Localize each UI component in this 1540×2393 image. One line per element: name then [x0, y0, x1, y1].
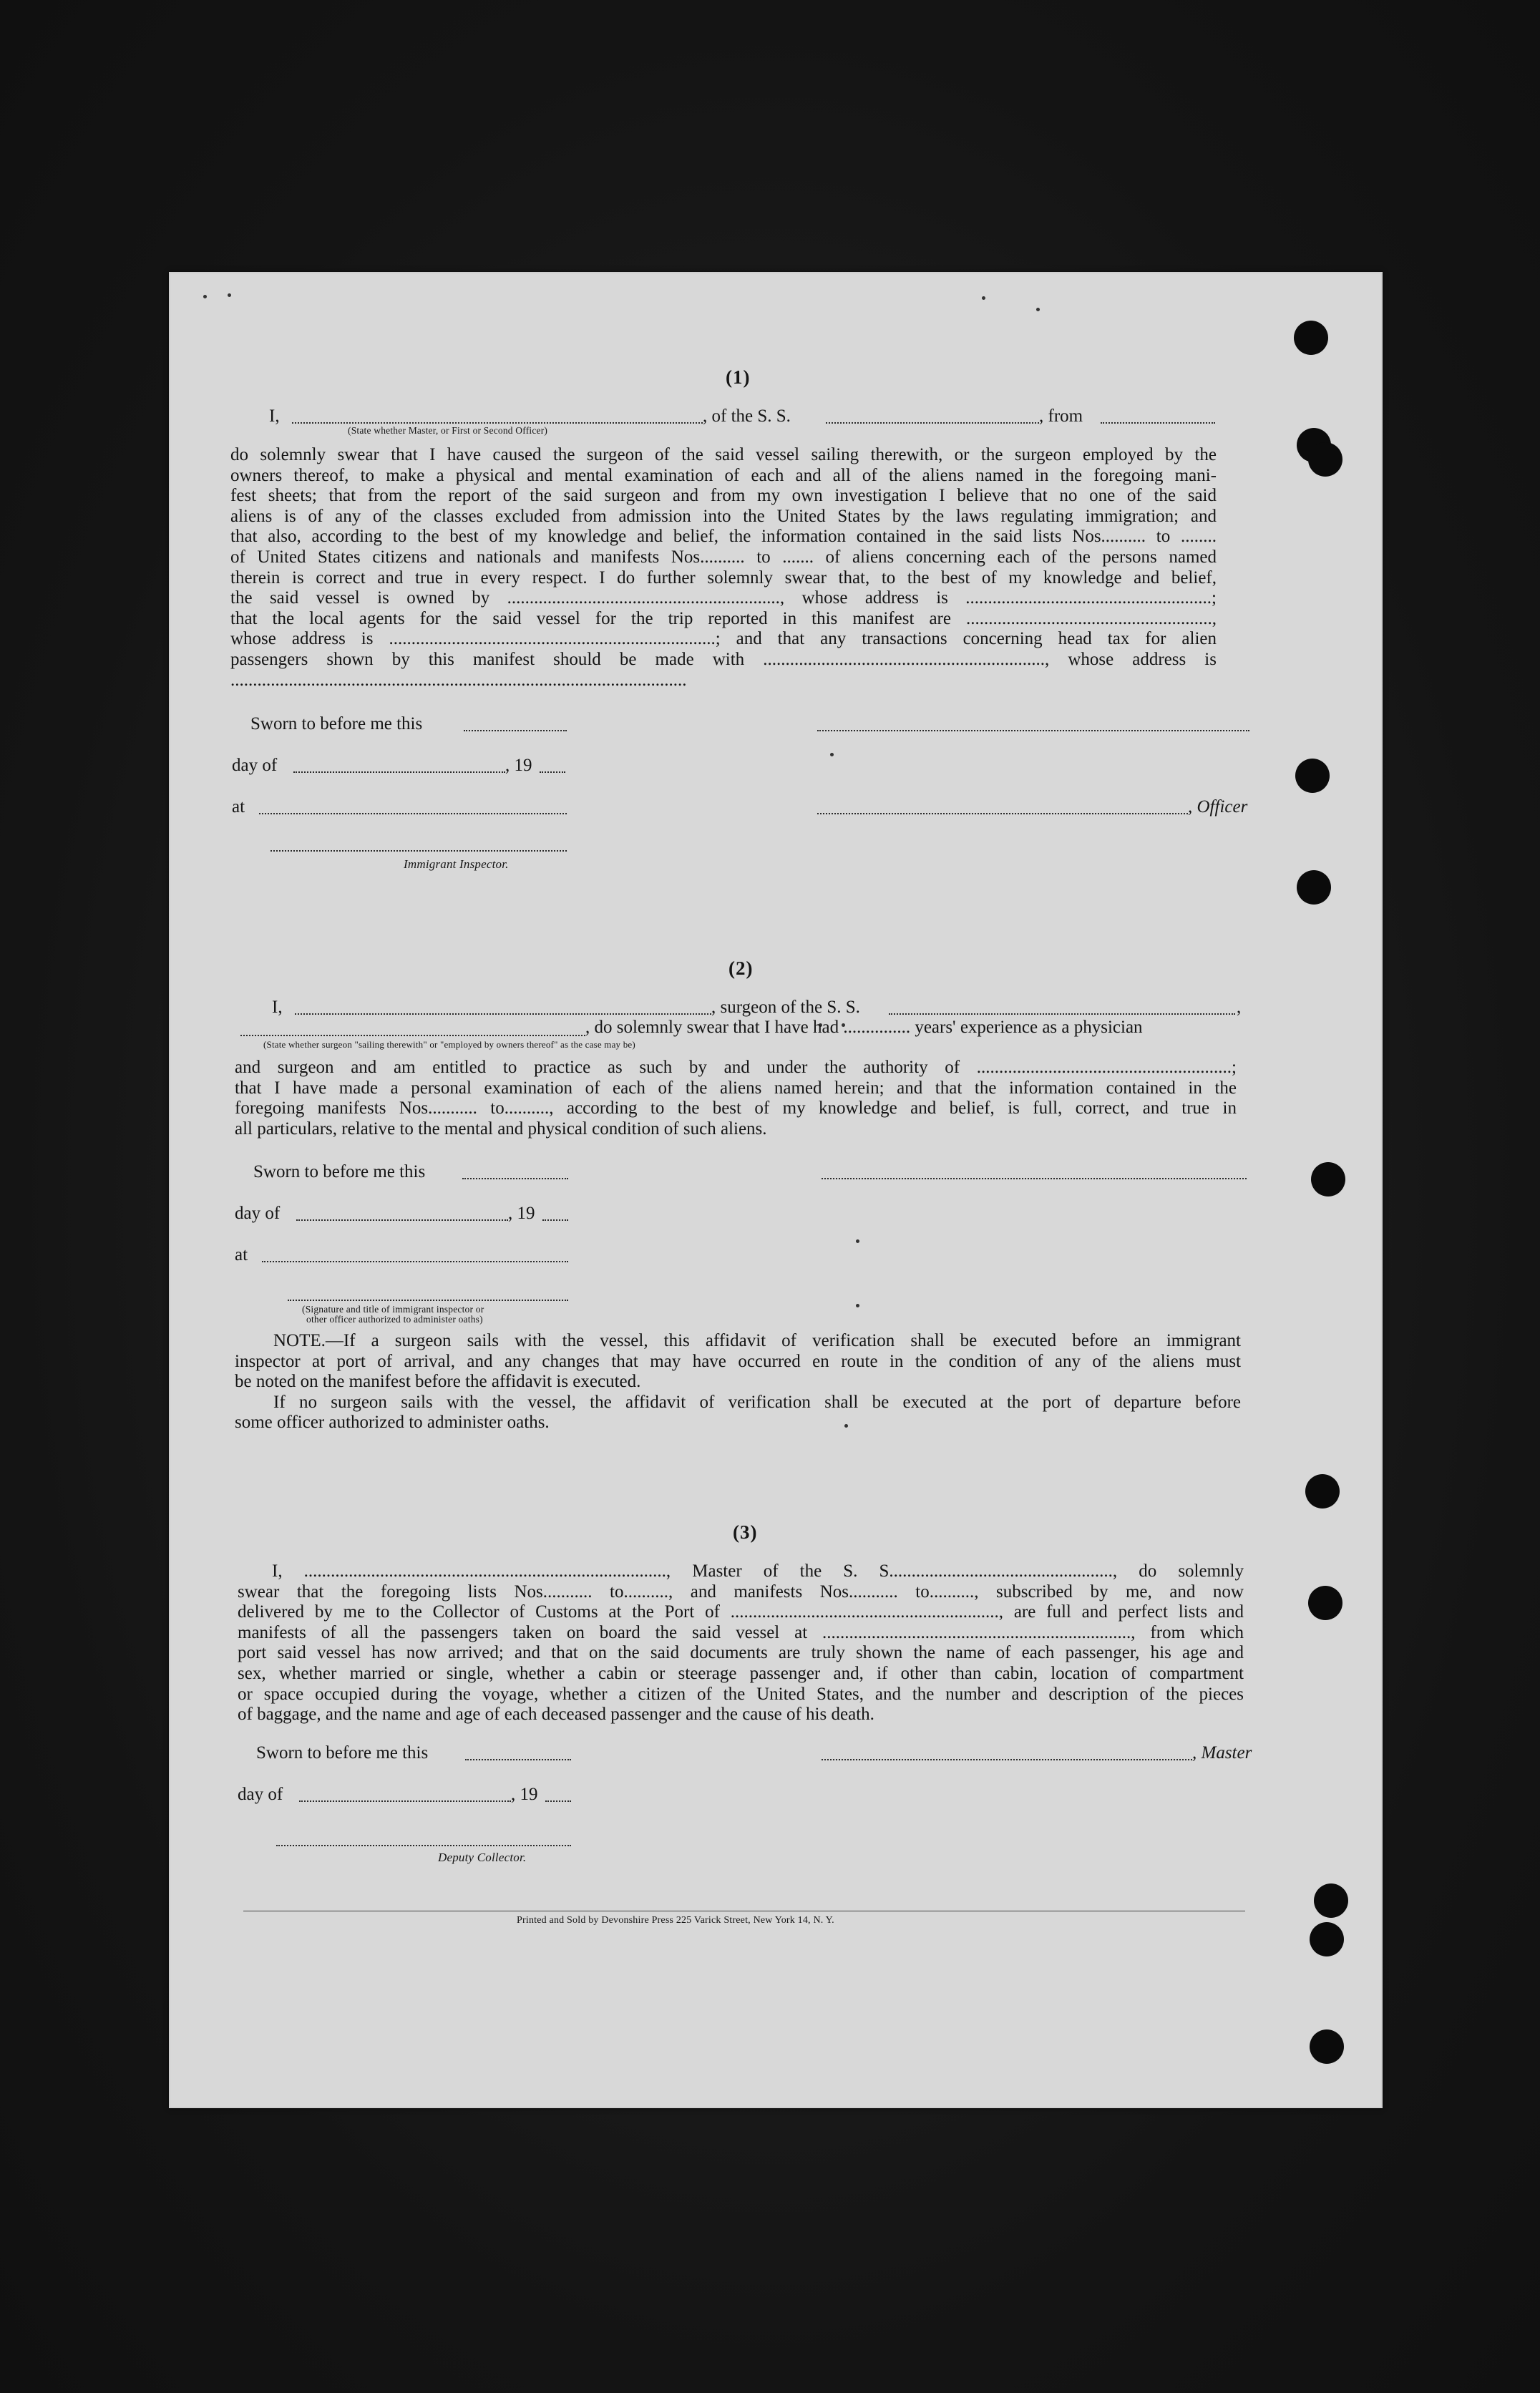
punch-hole	[1297, 870, 1331, 905]
name-field	[292, 422, 703, 424]
oath-line: or space occupied during the voyage, whether a citizen of the United States, and the number and description of the pieces	[238, 1684, 1244, 1704]
speck	[228, 293, 231, 297]
oath-line: passengers shown by this manifest should be made with ..............................................................., whose address is	[230, 649, 1217, 669]
oath-line: I, ................................................................................., Master of the S. S.................................................., do solemnly	[272, 1561, 1244, 1581]
section-number: (3)	[733, 1521, 758, 1543]
from-label: , from	[1039, 406, 1083, 426]
oath-line: therein is correct and true in every respect. I do further solemnly swear that, to the best of my knowledge and belief,	[230, 567, 1217, 588]
punch-hole	[1310, 1922, 1344, 1956]
oath-line: do solemnly swear that I have caused the surgeon of the said vessel sailing therewith, or the surgeon employed by the	[230, 445, 1217, 464]
at-label: at	[235, 1245, 248, 1264]
section-number: (1)	[726, 366, 751, 388]
place-field	[262, 1261, 568, 1262]
experience-line: , do solemnly swear that I have had ............... years' experience as a physician	[585, 1018, 1143, 1037]
oath-line: of baggage, and the name and age of each deceased passenger and the cause of his death.	[238, 1705, 874, 1725]
year-field	[545, 1800, 571, 1802]
oath-line: sex, whether married or single, whether a cabin or steerage passenger and, if other than cabin, location of compartment	[238, 1663, 1244, 1683]
day-of-label: day of	[235, 1204, 281, 1223]
sworn-field	[462, 1178, 568, 1179]
oath-line: whose address is .........................................................................; and that any transactions concerning head tax for alien	[230, 629, 1217, 649]
speck	[856, 1304, 859, 1307]
note-line: inspector at port of arrival, and any changes that may have occurred en route in the condition of any of the aliens must	[235, 1351, 1241, 1371]
speck	[203, 295, 207, 298]
surgeon-oath-body	[235, 1058, 1237, 1139]
oath-line: and surgeon and am entitled to practice as such by and under the authority of .........................................................;	[235, 1058, 1237, 1077]
oath-line: delivered by me to the Collector of Customs at the Port of ............................................................, are full and perfect lists and	[238, 1602, 1244, 1622]
year-label: , 19	[508, 1204, 535, 1223]
oath-line: that also, according to the best of my knowledge and belief, the information contained in the said lists Nos.......... to ........	[230, 527, 1217, 547]
year-field	[540, 771, 565, 773]
day-field	[293, 771, 505, 773]
master-signature-field	[822, 1759, 1192, 1760]
officer-signature-field	[817, 813, 1188, 814]
year-label: , 19	[511, 1785, 538, 1804]
inspector-signature-field	[271, 850, 567, 852]
section-number: (2)	[728, 957, 754, 979]
sworn-label: Sworn to before me this	[250, 714, 423, 734]
manifest-affidavit-page	[169, 272, 1383, 2108]
year-field	[542, 1219, 568, 1221]
vessel-field	[826, 422, 1039, 424]
speck	[856, 1239, 859, 1243]
punch-hole	[1305, 1474, 1340, 1509]
punch-hole	[1295, 759, 1330, 793]
note-block	[235, 1331, 1241, 1433]
oath-body	[230, 445, 1217, 691]
printer-imprint: Printed and Sold by Devonshire Press 225 Varick Street, New York 14, N. Y.	[517, 1915, 834, 1926]
year-label: , 19	[505, 756, 532, 775]
oath-line: all particulars, relative to the mental and physical condition of such aliens.	[235, 1118, 767, 1139]
at-label: at	[232, 797, 245, 817]
signature-field	[822, 1178, 1247, 1179]
note-line: some officer authorized to administer oaths.	[235, 1413, 550, 1433]
oath-line: that I have made a personal examination of each of the aliens named herein; and that the information contained in the	[235, 1078, 1237, 1098]
oath-line: of United States citizens and nationals and manifests Nos.......... to ....... of aliens concerning each of the persons named	[230, 547, 1217, 567]
punch-hole	[1310, 2029, 1344, 2064]
oath-line: fest sheets; that from the report of the said surgeon and from my own investigation I believe that no one of the said	[230, 486, 1217, 506]
oath-opening: I,	[272, 998, 283, 1017]
sworn-field	[464, 730, 567, 731]
comma: ,	[1237, 998, 1242, 1017]
master-oath-body	[238, 1561, 1244, 1725]
punch-hole	[1308, 1586, 1342, 1620]
punch-hole	[1311, 1162, 1345, 1196]
rank-hint: (State whether Master, or First or Second Officer)	[348, 425, 548, 436]
day-of-label: day of	[238, 1785, 283, 1804]
deputy-label: Deputy Collector.	[438, 1851, 527, 1864]
master-label: , Master	[1192, 1743, 1252, 1763]
surgeon-name-field	[295, 1013, 711, 1015]
vessel-field	[889, 1013, 1235, 1015]
oath-line: port said vessel has now arrived; and that on the said documents are truly shown the name of each passenger, his age and	[238, 1643, 1244, 1663]
sworn-label: Sworn to before me this	[256, 1743, 429, 1763]
oath-line: foregoing manifests Nos........... to.........., according to the best of my knowledge and belief, is full, correct, and true in	[235, 1098, 1237, 1118]
sworn-label: Sworn to before me this	[253, 1162, 426, 1181]
speck	[1036, 308, 1040, 311]
surgeon-of-label: , surgeon of the S. S.	[711, 998, 860, 1017]
oath-line: that the local agents for the said vessel for the trip reported in this manifest are .......................................................,	[230, 608, 1217, 628]
punch-hole	[1308, 442, 1342, 477]
collector-signature-field	[276, 1845, 571, 1846]
place-field	[259, 813, 567, 814]
day-of-label: day of	[232, 756, 278, 775]
officer-label: , Officer	[1188, 797, 1248, 817]
oath-line: aliens is of any of the classes excluded from admission into the United States by the laws regulating immigration; and	[230, 506, 1217, 526]
speck	[830, 753, 834, 756]
oath-line: the said vessel is owned by ............................................................., whose address is .......................................................;	[230, 588, 1217, 608]
punch-hole	[1314, 1883, 1348, 1918]
inspector-label: Immigrant Inspector.	[404, 857, 509, 871]
day-field	[299, 1800, 511, 1802]
oath-line: manifests of all the passengers taken on board the said vessel at ....................................................................., from which	[238, 1622, 1244, 1642]
signature-field	[817, 730, 1249, 731]
of-the-ss-label: , of the S. S.	[703, 406, 791, 426]
surgeon-type-field	[240, 1035, 585, 1036]
inspector-signature-field	[288, 1300, 568, 1301]
oath-opening: I,	[269, 406, 280, 426]
sworn-field	[465, 1759, 571, 1760]
surgeon-type-hint: (State whether surgeon "sailing therewith" or "employed by owners thereof" as the case may be)	[263, 1039, 635, 1050]
signature-hint: (Signature and title of immigrant inspector or	[302, 1304, 484, 1315]
oath-line: owners thereof, to make a physical and mental examination of each and all of the aliens named in the foregoing mani-	[230, 465, 1217, 485]
oath-line: ......................................................................................................	[230, 670, 687, 690]
note-line: If no surgeon sails with the vessel, the affidavit of verification shall be executed at the port of departure before	[273, 1392, 1241, 1412]
day-field	[296, 1219, 508, 1221]
note-line: NOTE.—If a surgeon sails with the vessel, this affidavit of verification shall be executed before an immigrant	[273, 1331, 1241, 1350]
punch-hole	[1294, 321, 1328, 355]
signature-hint: other officer authorized to administer oaths)	[306, 1314, 483, 1325]
port-field	[1101, 422, 1215, 424]
note-line: be noted on the manifest before the affidavit is executed.	[235, 1372, 641, 1392]
speck	[982, 296, 985, 300]
oath-line: swear that the foregoing lists Nos........... to.........., and manifests Nos........... to.........., subscribed by me, and now	[238, 1581, 1244, 1602]
